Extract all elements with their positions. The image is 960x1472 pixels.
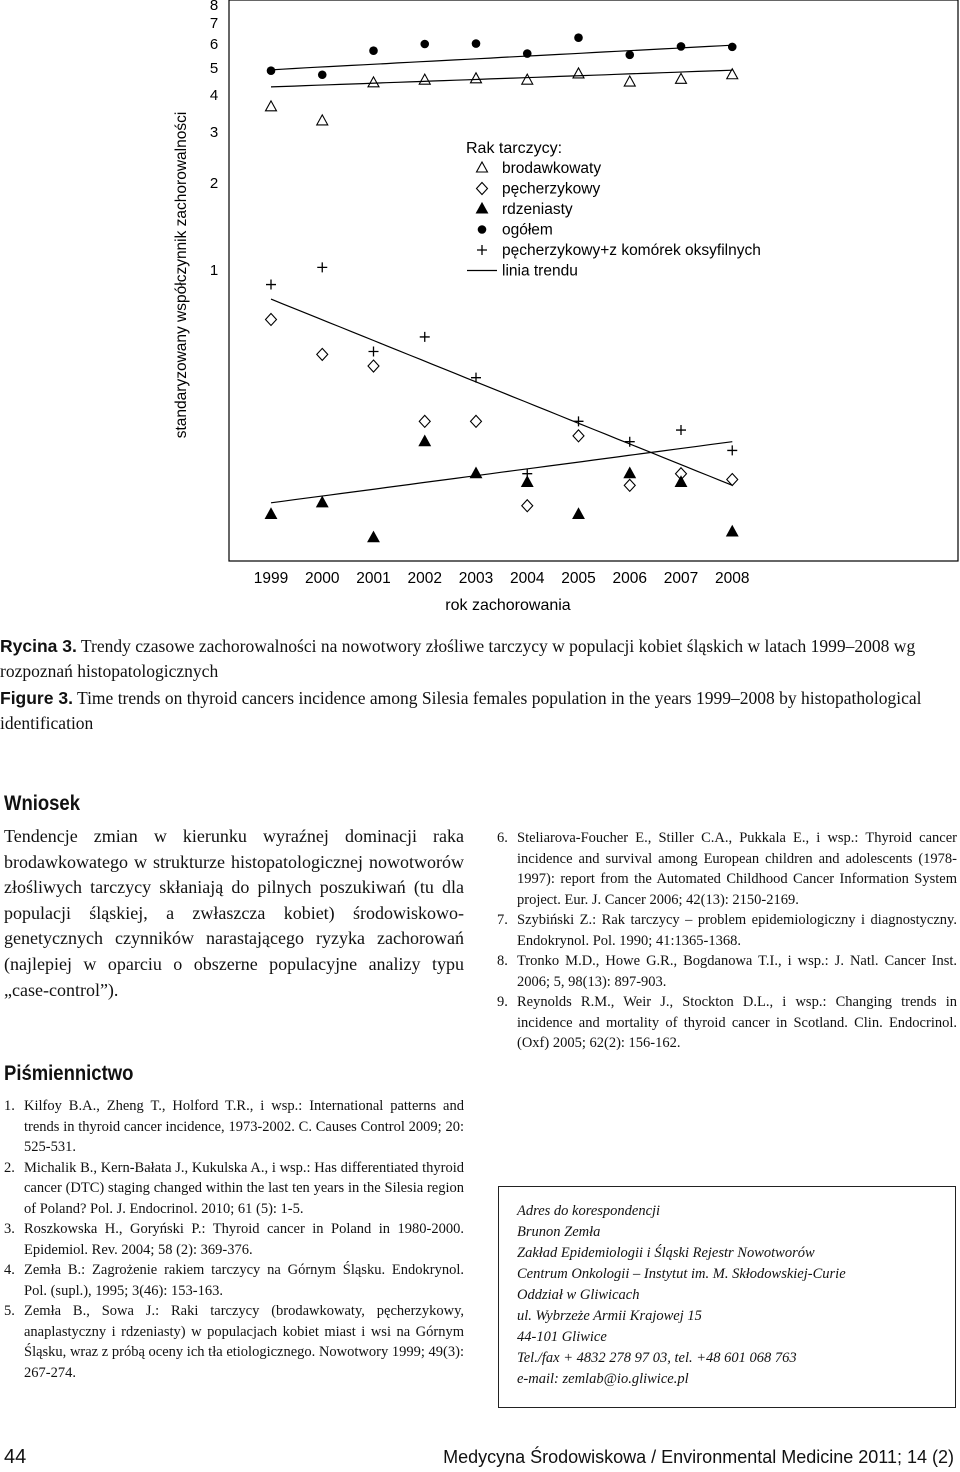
references-heading: Piśmiennictwo [4, 1062, 134, 1085]
data-point-triangle-filled [368, 532, 379, 542]
address-line: 44-101 Gliwice [517, 1329, 607, 1345]
data-point-circle-filled [625, 51, 634, 60]
legend-entry: pęcherzykowy+z komórek oksyfilnych [502, 242, 761, 259]
data-point-diamond-open [471, 415, 482, 427]
y-tick-labels [210, 0, 218, 279]
data-point-plus [471, 373, 481, 383]
reference-item [4, 1158, 464, 1220]
data-point-circle-filled [318, 70, 327, 79]
reference-number: 1. [4, 1098, 15, 1114]
trend-line [271, 442, 732, 503]
data-point-triangle-filled [419, 436, 430, 446]
address-line: Zakład Epidemiologii i Śląski Rejestr Nowotworów [517, 1245, 815, 1261]
data-point-triangle-open [676, 73, 687, 83]
address-line: Tel./fax + 4832 278 97 03, tel. +48 601 068 763 [517, 1350, 797, 1366]
data-point-circle-filled [472, 39, 481, 48]
address-line: Brunon Zemła [517, 1224, 601, 1240]
trend-line [271, 70, 732, 87]
y-tick-label: 4 [209, 87, 219, 104]
reference-text: Reynolds R.M., Weir J., Stockton D.L., i wsp.: Changing trends in incidence and mortality of thyroid cancer in Scotland. Clin. Endocrinol. (Oxf) 2005; 62(2): 156-162. [517, 994, 957, 1051]
x-tick-label: 2002 [407, 570, 442, 587]
figure-caption-english [0, 686, 958, 736]
reference-item [4, 1301, 464, 1383]
data-point-circle-filled [728, 43, 737, 52]
y-tick-label: 8 [209, 0, 219, 14]
data-point-diamond-open [368, 360, 379, 372]
x-tick-label: 2008 [715, 570, 750, 587]
conclusion-text: Tendencje zmian w kierunku wyraźnej dominacji raka brodawkowatego w strukturze histopatologicznej nowotworów złośliwych tarczycy skłaniają do pilnych poszukiwań (tu dla populacji śląskiej, a zwłaszcza kobiet) środowiskowo-genetycznych czynników narastającego ryzyka zachorowań (najlepiej w oparciu o obszerne populacyjne analizy typu „case-control”). [4, 826, 464, 1000]
conclusion-heading: Wniosek [4, 792, 80, 815]
legend-entry: rdzeniasty [502, 201, 573, 218]
caption-text: Trendy czasowe zachorowalności na nowotwory złośliwe tarczycy w populacji kobiet śląskich w latach 1999–2008 wg rozpoznań histopatologicznych [0, 636, 916, 681]
x-tick-label: 2000 [305, 570, 340, 587]
data-point-triangle-filled [624, 468, 635, 478]
figure-caption-polish [0, 634, 958, 684]
data-point-triangle-filled [727, 526, 738, 536]
trend-chart [0, 0, 960, 620]
x-tick-label: 2005 [561, 570, 596, 587]
reference-text: Zemła B.: Zagrożenie rakiem tarczycy na Górnym Śląsku. Endokrynol. Pol. (supl.), 1995; 3(46): 153-163. [24, 1262, 464, 1299]
legend-marker [477, 183, 488, 195]
reference-text: Michalik B., Kern-Bałata J., Kukulska A., i wsp.: Has differentiated thyroid cancer (DTC) staging changed within the last ten years in the Silesia region of Poland? Pol. J. Endocrinol. 2010; 61 (5): 1-5. [24, 1159, 464, 1217]
data-point-triangle-filled [676, 476, 687, 486]
x-tick-label: 2004 [510, 570, 545, 587]
data-point-circle-filled [420, 40, 429, 49]
reference-number: 7. [497, 912, 508, 928]
reference-item [497, 828, 957, 910]
legend-entry: linia trendu [502, 262, 578, 280]
legend-entry: brodawkowaty [502, 160, 602, 177]
legend-marker [477, 203, 488, 213]
data-point-plus [727, 445, 737, 455]
data-point-plus [266, 280, 276, 290]
data-point-triangle-open [419, 74, 430, 84]
reference-text: Steliarova-Foucher E., Stiller C.A., Pukkala E., i wsp.: Thyroid cancer incidence and survival among European children and adolescents (1978-1997): report from the Automated Childhood Cancer Information System project. Eur. J. Cancer 2006; 42(13): 2150-2169. [517, 830, 957, 908]
legend-title: Rak tarczycy: [466, 140, 563, 157]
caption-label: Figure 3. [0, 688, 73, 708]
data-point-plus [369, 346, 379, 356]
data-point-diamond-open [522, 500, 533, 512]
x-tick-label: 2003 [458, 570, 494, 587]
reference-text: Zemła B., Sowa J.: Raki tarczycy (brodawkowaty, pęcherzykowy, anaplastyczny i rdzeniasty) w populacjach kobiet miast i wsi na Górnym Śląsku, wraz z próbą oceny ich tła etiologicznego. Nowotwory 1999; 49(3): 267-274. [24, 1303, 464, 1381]
y-tick-label: 2 [209, 175, 219, 192]
data-point-plus [317, 262, 327, 272]
reference-number: 3. [4, 1221, 15, 1237]
data-point-triangle-filled [266, 508, 277, 518]
y-axis-label: standaryzowany współczynnik zachorowalności [173, 111, 190, 439]
journal-footer: Medycyna Środowiskowa / Environmental Medicine 2011; 14 (2) [443, 1447, 954, 1467]
data-point-diamond-open [266, 313, 277, 325]
data-point-triangle-open [471, 73, 482, 83]
data-point-circle-filled [369, 46, 378, 55]
reference-number: 9. [497, 994, 508, 1010]
data-point-triangle-filled [317, 497, 328, 507]
data-point-triangle-open [368, 77, 379, 87]
x-tick-label: 2001 [356, 570, 391, 587]
data-point-diamond-open [419, 415, 430, 427]
data-point-diamond-open [317, 348, 328, 360]
data-point-diamond-open [573, 430, 584, 442]
reference-item [497, 992, 957, 1054]
data-point-circle-filled [677, 42, 686, 51]
legend-marker [477, 162, 488, 172]
address-line: Adres do korespondencji [517, 1203, 661, 1219]
reference-text: Roszkowska H., Goryński P.: Thyroid cancer in Poland in 1980-2000. Epidemiol. Rev. 2004; 58 (2): 369-376. [24, 1221, 464, 1258]
y-tick-label: 1 [209, 262, 219, 279]
trend-line [271, 299, 732, 485]
address-line: Oddział w Gliwicach [517, 1287, 640, 1303]
correspondence-address [498, 1186, 956, 1408]
references-list-left [4, 1096, 464, 1383]
data-point-plus [676, 425, 686, 435]
reference-item [4, 1219, 464, 1260]
legend-marker [477, 245, 487, 255]
trend-line [271, 45, 732, 70]
reference-item [4, 1096, 464, 1158]
address-line: Centrum Onkologii – Instytut im. M. Skłodowskiej-Curie [517, 1266, 846, 1282]
references-list-right [497, 828, 957, 1054]
legend [466, 140, 761, 280]
reference-text: Szybiński Z.: Rak tarczycy – problem epidemiologiczny i diagnostyczny. Endokrynol. Pol. 1990; 41:1365-1368. [517, 912, 957, 949]
data-point-circle-filled [574, 33, 583, 42]
reference-item [497, 951, 957, 992]
reference-number: 8. [497, 953, 508, 969]
x-tick-label: 2007 [663, 570, 699, 587]
reference-text: Kilfoy B.A., Zheng T., Holford T.R., i wsp.: International patterns and trends in thyroid cancer incidence, 1973-2002. C. Causes Control 2009; 20: 525-531. [24, 1098, 464, 1155]
legend-entry: pęcherzykowy [502, 180, 601, 198]
address-line: ul. Wybrzeże Armii Krajowej 15 [517, 1308, 702, 1324]
reference-item [4, 1260, 464, 1301]
legend-marker [478, 225, 487, 234]
address-line: e-mail: zemlab@io.gliwice.pl [517, 1371, 689, 1387]
reference-text: Tronko M.D., Howe G.R., Bogdanowa T.I., i wsp.: J. Natl. Cancer Inst. 2006; 5, 98(13): 897-903. [517, 953, 957, 990]
data-point-plus [522, 469, 532, 479]
data-point-triangle-open [624, 76, 635, 86]
legend-entry: ogółem [502, 221, 553, 239]
y-tick-label: 7 [209, 15, 219, 32]
reference-number: 5. [4, 1303, 15, 1319]
reference-number: 6. [497, 830, 508, 846]
data-point-diamond-open [624, 479, 635, 491]
y-tick-label: 5 [209, 60, 219, 77]
data-point-circle-filled [267, 66, 276, 75]
data-point-triangle-filled [573, 508, 584, 518]
reference-number: 2. [4, 1159, 15, 1176]
data-point-triangle-open [317, 115, 328, 125]
reference-number: 4. [4, 1262, 15, 1278]
data-point-plus [420, 332, 430, 342]
data-point-triangle-open [522, 74, 533, 84]
y-tick-label: 3 [209, 124, 219, 141]
x-axis-label: rok zachorowania [445, 597, 571, 614]
x-tick-labels [254, 570, 750, 587]
y-tick-label: 6 [209, 36, 219, 53]
caption-label: Rycina 3. [0, 636, 77, 656]
caption-text: Time trends on thyroid cancers incidence among Silesia females population in the years 1999–2008 by histopathological identification [0, 688, 922, 733]
x-tick-label: 2006 [612, 570, 647, 587]
x-tick-label: 1999 [253, 570, 289, 587]
plot-area [229, 0, 958, 561]
data-point-triangle-open [266, 101, 277, 111]
page-number: 44 [4, 1446, 27, 1468]
reference-item [497, 910, 957, 951]
